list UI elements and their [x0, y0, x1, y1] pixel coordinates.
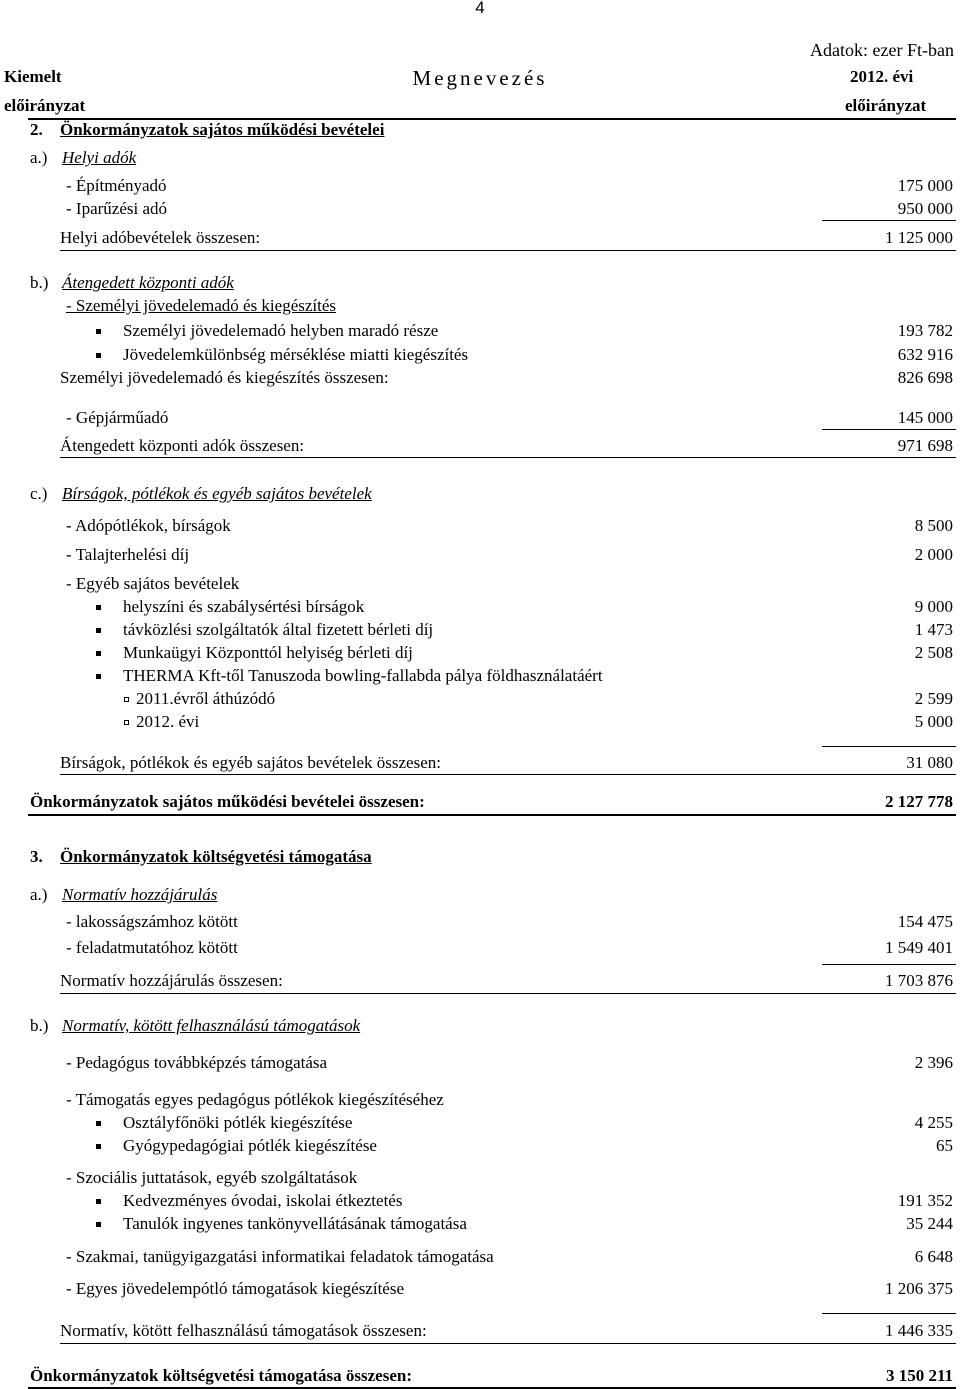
s2b-total: Átengedett központi adók összesen: 971 698 [60, 436, 953, 455]
s2c-bullet: helyszíni és szabálysértési bírságok 9 000 [0, 596, 960, 618]
page-number: 4 [475, 0, 485, 17]
s2c-heading: c.) Bírságok, pótlékok és egyéb sajátos bevételek [30, 484, 372, 503]
s2c-bullet: Munkaügyi Központtól helyiség bérleti díj 2 508 [0, 642, 960, 664]
s3b-potlek-title: - Támogatás egyes pedagógus pótlékok kiegészítéséhez [66, 1090, 444, 1109]
s2b-subtitle: - Személyi jövedelemadó és kiegészítés [66, 296, 337, 315]
bullet-icon [96, 1199, 101, 1204]
s2c-item: - Adópótlékok, bírságok 8 500 [66, 516, 953, 535]
s3a-total: Normatív hozzájárulás összesen: 1 703 876 [60, 971, 953, 990]
total-rule [60, 774, 956, 775]
s2b-bullet: Jövedelemkülönbség mérséklése miatti kiegészítés 632 916 [0, 344, 960, 366]
s3b-pedagogus: - Pedagógus továbbképzés támogatása 2 396 [66, 1053, 953, 1072]
s3b-egyes: - Egyes jövedelempótló támogatások kiegészítése 1 206 375 [66, 1279, 953, 1298]
bullet-icon [96, 628, 101, 633]
s3b-szoc-bullet: Tanulók ingyenes tankönyvellátásának támogatása 35 244 [0, 1213, 960, 1235]
total-rule [60, 250, 956, 251]
s3-grand-total: Önkormányzatok költségvetési támogatása összesen: 3 150 211 [30, 1366, 953, 1385]
s3b-potlek-bullet: Gyógypedagógiai pótlék kiegészítése 65 [0, 1135, 960, 1157]
subtotal-rule [822, 220, 956, 221]
s3b-total: Normatív, kötött felhasználású támogatások összesen: 1 446 335 [60, 1321, 953, 1340]
units-note: Adatok: ezer Ft-ban [810, 40, 954, 60]
bullet-icon [96, 1121, 101, 1126]
header-col3-line1: 2012. évi [850, 67, 914, 86]
header-title: Megnevezés [412, 66, 548, 90]
s2c-item: - Talajterhelési díj 2 000 [66, 545, 953, 564]
s2c-other-title: - Egyéb sajátos bevételek [66, 574, 240, 593]
total-rule [60, 457, 956, 458]
grand-total-rule [28, 814, 956, 816]
s2c-bullet: THERMA Kft-től Tanuszoda bowling-fallabda pálya földhasználatáért [0, 665, 960, 687]
s3b-heading: b.) Normatív, kötött felhasználású támogatások [30, 1016, 361, 1035]
total-rule [60, 993, 956, 994]
s2c-bullet: távközlési szolgáltatók által fizetett bérleti díj 1 473 [0, 619, 960, 641]
s3a-item: - feladatmutatóhoz kötött 1 549 401 [66, 938, 953, 957]
subtotal-rule [822, 429, 956, 430]
s3b-szakmai: - Szakmai, tanügyigazgatási informatikai feladatok támogatása 6 648 [66, 1247, 953, 1266]
s2c-sub-bullet: 2011.évről áthúzódó 2 599 [0, 688, 960, 710]
bullet-icon [96, 651, 101, 656]
bullet-icon [96, 1222, 101, 1227]
s2a-total: Helyi adóbevételek összesen: 1 125 000 [60, 228, 953, 247]
s2c-total: Bírságok, pótlékok és egyéb sajátos bevételek összesen: 31 080 [60, 753, 953, 772]
s2b-subtotal: Személyi jövedelemadó és kiegészítés összesen: 826 698 [60, 368, 953, 387]
s3b-potlek-bullet: Osztályfőnöki pótlék kiegészítése 4 255 [0, 1112, 960, 1134]
s3b-szoc-bullet: Kedvezményes óvodai, iskolai étkeztetés 191 352 [0, 1190, 960, 1212]
subtotal-rule [822, 964, 956, 965]
s3a-heading: a.) Normatív hozzájárulás [30, 885, 218, 904]
s2c-sub-bullet: 2012. évi 5 000 [0, 711, 960, 733]
s3b-szoc-title: - Szociális juttatások, egyéb szolgáltatások [66, 1168, 358, 1187]
bullet-icon [96, 329, 101, 334]
section-3-heading: 3. Önkormányzatok költségvetési támogatása [30, 847, 372, 866]
hollow-bullet-icon [124, 720, 129, 725]
bullet-icon [96, 674, 101, 679]
hollow-bullet-icon [124, 697, 129, 702]
bullet-icon [96, 605, 101, 610]
s2b-bullet: Személyi jövedelemadó helyben maradó része 193 782 [0, 320, 960, 342]
header-col1-line2: előirányzat [4, 96, 86, 115]
s2b-gepjarmu: - Gépjárműadó 145 000 [66, 408, 953, 427]
bullet-icon [96, 1144, 101, 1149]
header-col1-line1: Kiemelt [4, 67, 62, 86]
s2a-item: - Iparűzési adó 950 000 [66, 199, 953, 218]
subtotal-rule [822, 746, 956, 747]
s2-grand-total: Önkormányzatok sajátos működési bevételei összesen: 2 127 778 [30, 792, 953, 811]
s3a-item: - lakosságszámhoz kötött 154 475 [66, 912, 953, 931]
bullet-icon [96, 353, 101, 358]
section-2-heading: 2. Önkormányzatok sajátos működési bevételei [30, 120, 385, 139]
s2a-item: - Építményadó 175 000 [66, 176, 953, 195]
header-col3-line2: előirányzat [845, 96, 927, 115]
s2b-heading: b.) Átengedett központi adók [30, 273, 234, 292]
s2a-heading: a.) Helyi adók [30, 148, 137, 167]
total-rule [60, 1343, 956, 1344]
subtotal-rule [822, 1313, 956, 1314]
